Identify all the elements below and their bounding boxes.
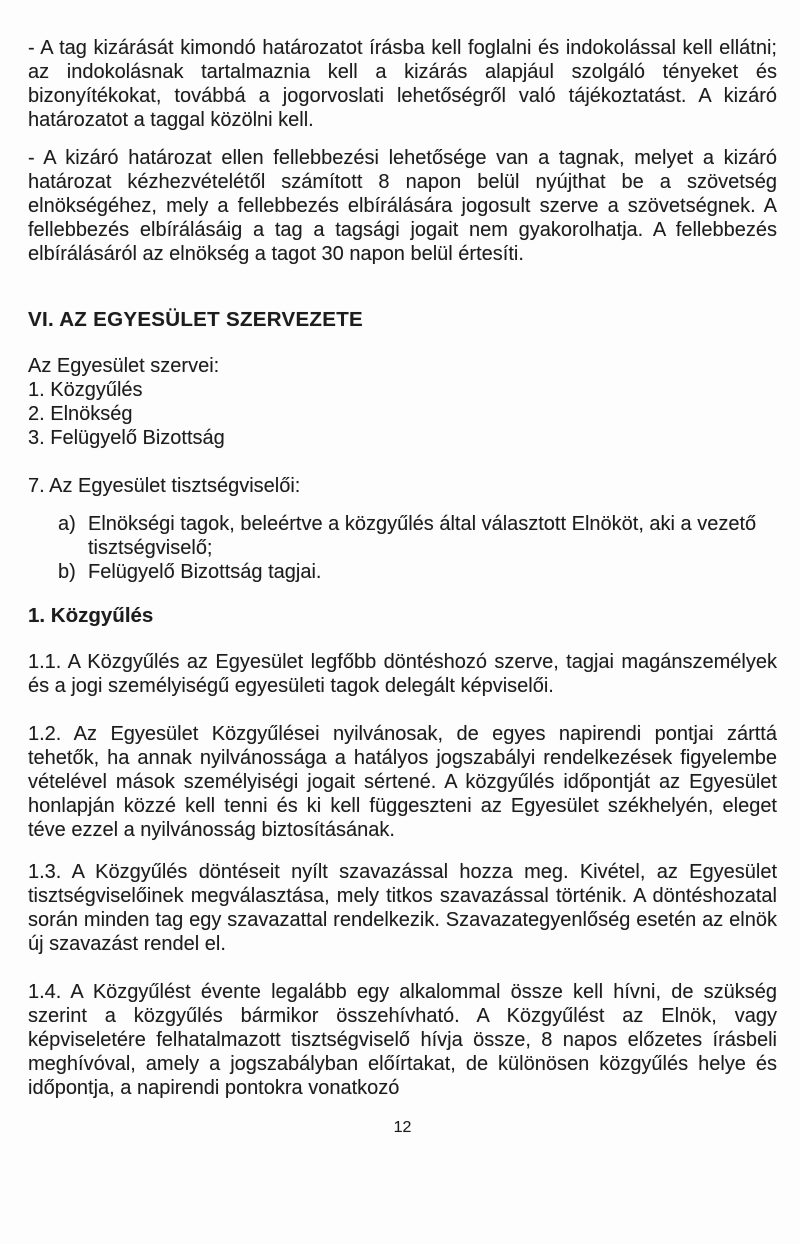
- section-1-heading: 1. Közgyűlés: [28, 604, 154, 627]
- list-item-official-a-text: Elnökségi tagok, beleértve a közgyűlés által választott Elnököt, aki a vezető tisztségviselő;: [88, 513, 757, 559]
- organs-list: [28, 378, 777, 450]
- paragraph-exclusion-decision: - A tag kizárását kimondó határozatot írásba kell foglalni és indokolással kell ellátni; az indokolásnak tartalmaznia kell a kizárás alapjául szolgáló tényeket és bizonyítékokat, továbbá a jogorvoslati lehetőségről való tájékoztatást. A kizáró határozatot a taggal közölni kell.: [28, 37, 777, 131]
- organs-intro: Az Egyesület szervei:: [28, 355, 220, 377]
- list-item-official-b: [28, 560, 777, 584]
- organs-block: [28, 354, 777, 450]
- list-marker-a: a): [58, 513, 76, 535]
- paragraph-appeal-procedure: - A kizáró határozat ellen fellebbezési lehetősége van a tagnak, melyet a kizáró határozat kézhezvételétől számított 8 napon belül nyújthat be a szövetség elnökségéhez, mely a fellebbezés elbírálására jogosult szerve a szövetségnek. A fellebbezés elbírálásáig a tag a tagsági jogait nem gyakorolhatja. A fellebbezés elbírálásáról az elnökség a tagot 30 napon belül értesíti.: [28, 147, 777, 265]
- list-item-kozgyules: 1. Közgyűlés: [28, 379, 143, 401]
- list-item-official-b-text: Felügyelő Bizottság tagjai.: [88, 561, 322, 583]
- paragraph-1-3: 1.3. A Közgyűlés döntéseit nyílt szavazással hozza meg. Kivétel, az Egyesület tisztségviselőinek megválasztása, mely titkos szavazással történik. A döntéshozatal során minden tag egy szavazattal rendelkezik. Szavazategyenlőség esetén az elnök új szavazást rendel el.: [28, 861, 777, 955]
- list-marker-b: b): [58, 561, 76, 583]
- section-vi-heading: VI. AZ EGYESÜLET SZERVEZETE: [28, 308, 364, 331]
- officials-intro: 7. Az Egyesület tisztségviselői:: [28, 475, 301, 497]
- paragraph-1-4: 1.4. A Közgyűlést évente legalább egy alkalommal össze kell hívni, de szükség szerint a közgyűlés bármikor összehívható. A Közgyűlést az Elnök, vagy képviseletére felhatalmazott tisztségviselő hívja össze, 8 napos előzetes írásbeli meghívóval, amely a jogszabályban előírtakat, de különösen közgyűlés helye és időpontja, a napirendi pontokra vonatkozó: [28, 981, 777, 1099]
- list-item-elnokseg: 2. Elnökség: [28, 403, 133, 425]
- paragraph-1-2: 1.2. Az Egyesület Közgyűlései nyilvánosak, de egyes napirendi pontjai zárttá tehetők, ha annak nyilvánossága a hatályos jogszabályi rendelkezések figyelembe vételével mások személyiségi jogait sértené. A közgyűlés időpontját az Egyesület honlapján közzé kell tenni és ki kell függeszteni az Egyesület székhelyén, eleget téve ezzel a nyilvánosság biztosításának.: [28, 723, 777, 841]
- paragraph-1-1: 1.1. A Közgyűlés az Egyesület legfőbb döntéshozó szerve, tagjai magánszemélyek és a jogi személyiségű egyesületi tagok delegált képviselői.: [28, 651, 777, 697]
- list-item-felugyelo-bizottsag: 3. Felügyelő Bizottság: [28, 427, 225, 449]
- list-item-official-a: [28, 512, 777, 560]
- officials-list: [28, 512, 777, 584]
- page-number: 12: [393, 1119, 412, 1136]
